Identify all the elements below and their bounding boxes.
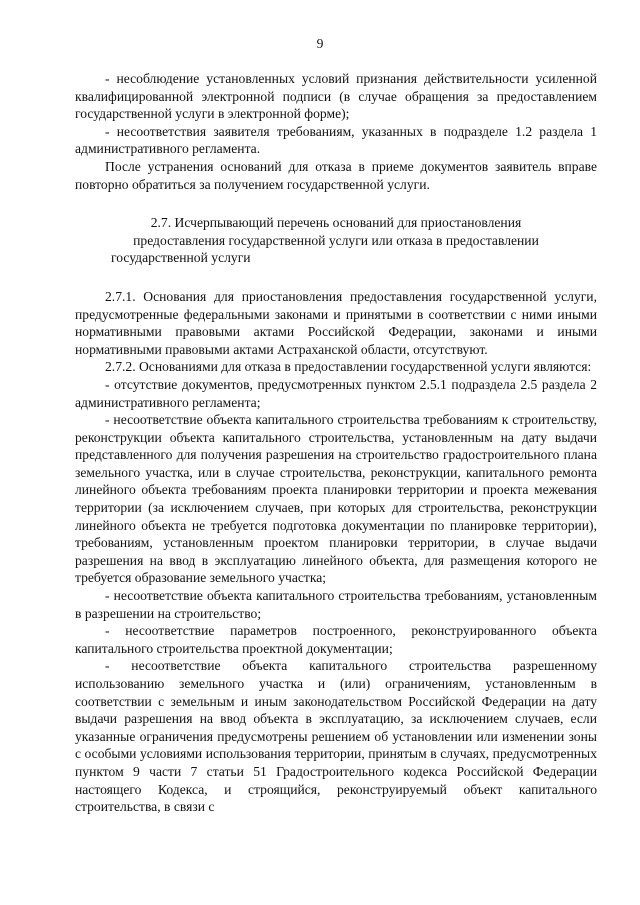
- paragraph-2-7-1: 2.7.1. Основания для приостановления предоставления государственной услуги, предусмотренные федеральными законами и принятыми в соответствии с ними иными нормативными правовыми актами Российской Федерации, законами и иными нормативными правовыми актами Астраханской области, отсутствуют.: [75, 288, 597, 357]
- list-item-construction-requirements: - несоответствие объекта капитального строительства требованиям к строительству, реконструкции объекта капитального строительства, установленным на дату выдачи представленного для получения разрешения на строительство градостроительного плана земельного участка, или в случае строительства, реконструкции, капитального ремонта линейного объекта требованиям проекта планировки территории и проекта межевания территории (за исключением случаев, при которых для строительства, реконструкции линейного объекта не требуется подготовка документации по планировке территории), требованиям, установленным проектом планировки территории, в случае выдачи разрешения на ввод в эксплуатацию линейного объекта, для размещения которого не требуется образование земельного участка;: [75, 412, 597, 586]
- page-number: 9: [316, 36, 324, 51]
- paragraph-reapply: После устранения оснований для отказа в приеме документов заявитель вправе повторно обратиться за получением государственной услуги.: [75, 158, 597, 192]
- list-item-land-use: - несоответствие объекта капитального строительства разрешенному использованию земельного участка и (или) ограничениям, установленным в соответствии с земельным и иным законодательством Российской Федерации на дату выдачи разрешения на ввод объекта в эксплуатацию, за исключением случаев, если указанные ограничения предусмотрены решением об установлении или изменении зоны с особыми условиями использования территории, принятым в случаях, предусмотренных пунктом 9 части 7 статьи 51 Градостроительного кодекса Российской Федерации настоящего Кодекса, и строящийся, реконструируемый объект капитального строительства, в связи с: [75, 658, 597, 815]
- paragraph-applicant-requirements: - несоответствия заявителя требованиям, указанных в подразделе 1.2 раздела 1 административного регламента.: [75, 123, 597, 157]
- list-item-project-parameters: - несоответствие параметров построенного, реконструированного объекта капитального строительства проектной документации;: [75, 623, 597, 656]
- section-heading: 2.7. Исчерпывающий перечень оснований для приостановления предоставления государственной услуги или отказа в предоставлении государственной услуги: [111, 215, 539, 266]
- list-item-missing-documents: - отсутствие документов, предусмотренных пунктом 2.5.1 подраздела 2.5 раздела 2 административного регламента;: [75, 376, 597, 410]
- paragraph-signature-condition: - несоблюдение установленных условий признания действительности усиленной квалифицированной электронной подписи (в случае обращения за предоставлением государственной услуги в электронной форме);: [75, 71, 597, 122]
- paragraph-2-7-2: 2.7.2. Основаниями для отказа в предоставлении государственной услуги являются:: [105, 359, 592, 375]
- document-body: [75, 70, 597, 816]
- list-item-permit-requirements: - несоответствие объекта капитального строительства требованиям, установленным в разрешении на строительство;: [75, 588, 597, 621]
